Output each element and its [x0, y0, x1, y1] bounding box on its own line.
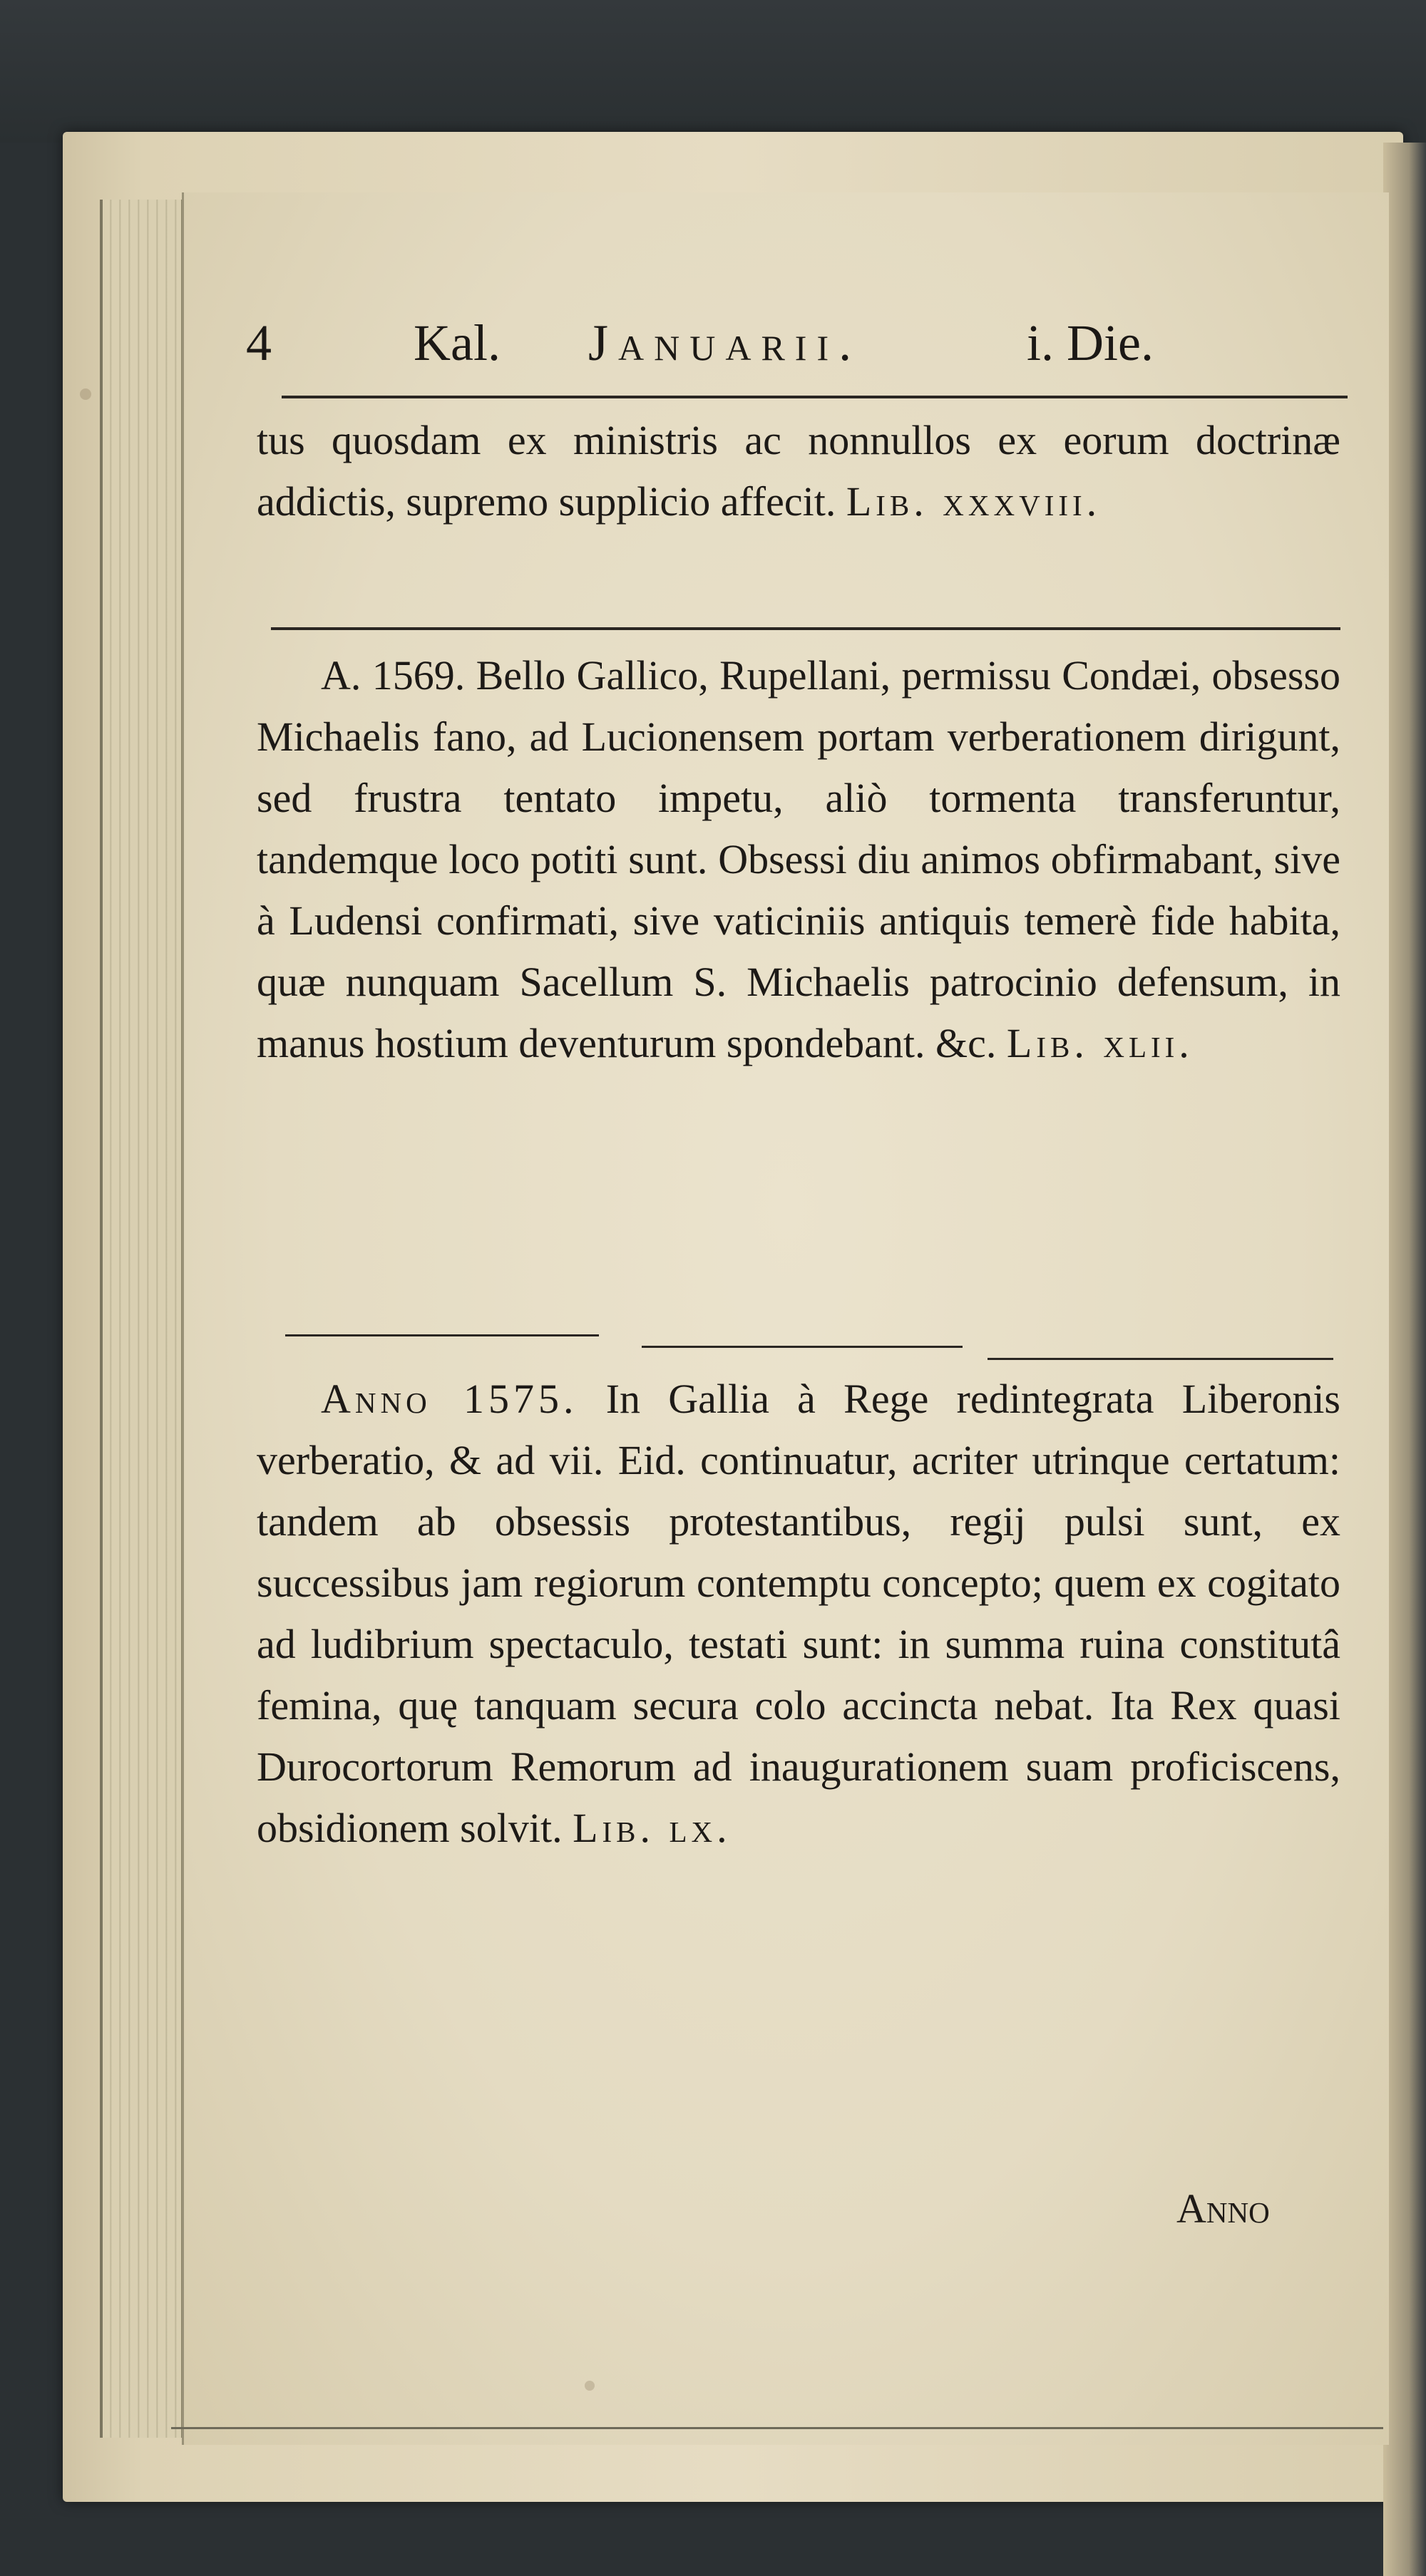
entry-1-lib: Lib. xxxviii. — [846, 478, 1102, 525]
catchword: Anno — [1176, 2185, 1270, 2232]
backdrop — [0, 0, 1426, 143]
entry-3-lib: Lib. lx. — [573, 1805, 732, 1851]
section-rule-part — [988, 1358, 1333, 1360]
entry-1 — [257, 410, 1340, 532]
header-rule — [282, 396, 1348, 398]
header-day: i. Die. — [1027, 314, 1154, 371]
page-edges — [100, 200, 184, 2438]
page-number: 4 — [246, 314, 272, 371]
header-kal: Kal. — [414, 314, 501, 371]
entry-1-text: tus quosdam ex ministris ac nonnullos ex eorum doctrinæ addictis, supremo supplicio affecit. — [257, 417, 1340, 525]
section-rule-part — [642, 1346, 963, 1348]
entry-3 — [257, 1369, 1340, 1859]
entry-2-text: Bello Gallico, Rupellani, permissu Condæi, obsesso Michaelis fano, ad Lucionensem portam verberationem dirigunt, sed frustra tentato impetu, aliò tormenta transferuntur, tandemque loco potiti sunt. Obsessi diu animos obfirmabant, sive à Ludensi confirmati, sive vaticiniis antiquis temerè fide habita, quæ nunquam Sacellum S. Michaelis patrocinio defensum, in manus hostium deventurum spondebant. &c. — [257, 652, 1341, 1066]
running-header — [246, 314, 1344, 392]
entry-2 — [257, 645, 1340, 1074]
page-bottom-edge — [171, 2427, 1383, 2429]
entry-3-text: In Gallia à Rege redintegrata Liberonis verberatio, & ad vii. Eid. continuatur, acriter utrinque certatum: tandem ab obsessis protestantibus, regij pulsi sunt, ex successibus jam regiorum contemptu concepto; quem ex cogitato ad ludibrium spectaculo, testati sunt: in summa ruina constitutâ femina, quę tanquam secura colo accincta nebat. Ita Rex quasi Durocortorum Remorum ad inaugurationem suam proficiscens, obsidionem solvit. — [257, 1376, 1341, 1851]
page-fold — [1383, 143, 1426, 2576]
entry-2-lead: A. 1569. — [321, 652, 466, 699]
entry-2-lib: Lib. xlii. — [1006, 1020, 1194, 1066]
stain — [80, 388, 91, 400]
stain — [585, 2381, 595, 2391]
section-rule — [271, 627, 1340, 630]
entry-3-lead: Anno 1575. — [321, 1376, 578, 1422]
section-rule-part — [285, 1334, 599, 1336]
header-month: Januarii. — [588, 314, 862, 371]
